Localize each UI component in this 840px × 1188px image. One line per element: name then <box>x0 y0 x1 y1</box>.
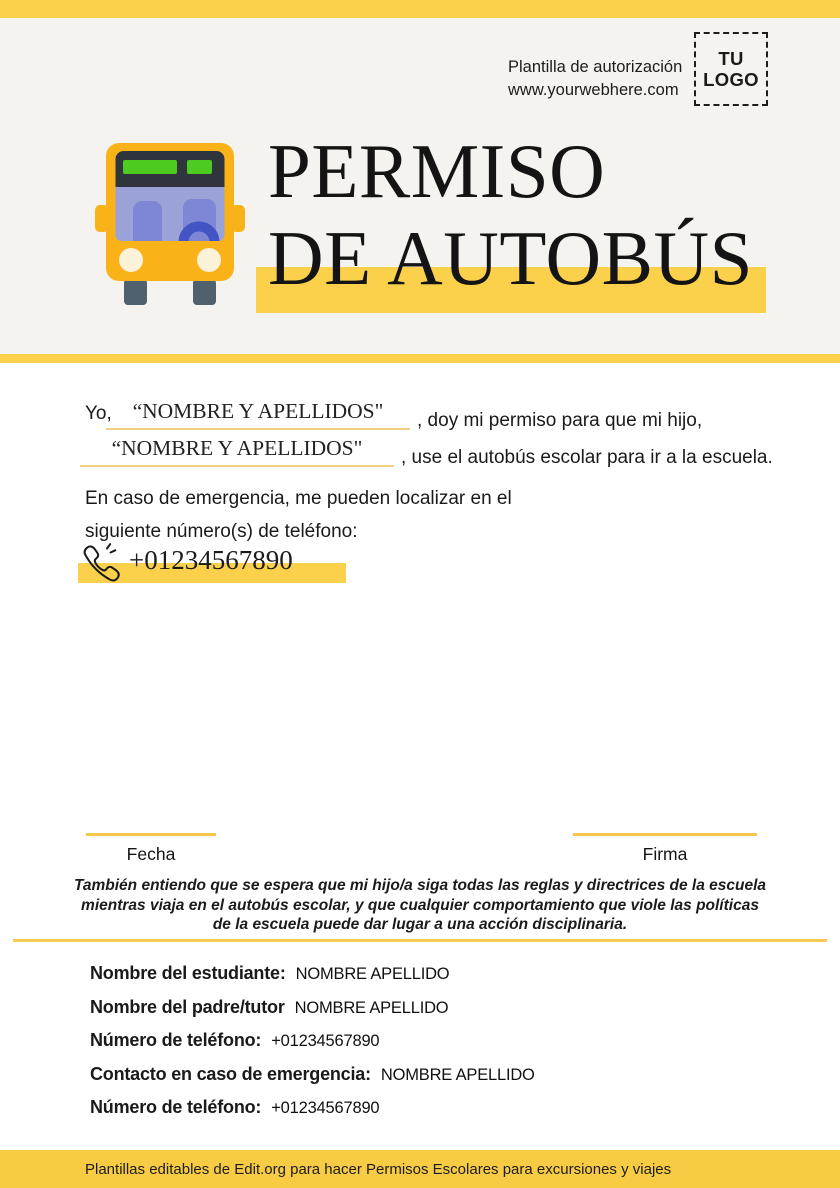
header-tagline <box>508 56 682 102</box>
field-row-student-name <box>90 963 535 997</box>
field-value[interactable]: NOMBRE APELLIDO <box>380 1065 535 1084</box>
consent-text-2: , use el autobús escolar para ir a la escuela. <box>401 447 773 468</box>
tagline-line1: Plantilla de autorización <box>508 58 683 76</box>
title-line1: PERMISO <box>268 128 606 214</box>
section-divider-bar <box>0 354 840 363</box>
field-value[interactable]: NOMBRE APELLIDO <box>294 998 449 1017</box>
logo-text-line2: LOGO <box>703 69 759 90</box>
page-title <box>268 128 753 302</box>
field-label: Número de teléfono: <box>90 1097 262 1117</box>
tagline-url: www.yourwebhere.com <box>508 81 679 99</box>
footer-text: Plantillas editables de Edit.org para hacer Permisos Escolares para excursiones y viajes <box>85 1160 672 1178</box>
emergency-text <box>85 482 512 548</box>
field-row-emergency-contact <box>90 1064 535 1098</box>
emergency-line2: siguiente número(s) de teléfono: <box>85 521 358 542</box>
contact-fields-list <box>90 963 535 1131</box>
logo-placeholder[interactable] <box>694 32 768 106</box>
title-line2: DE AUTOBÚS <box>268 215 753 301</box>
top-accent-bar <box>0 0 840 18</box>
date-signature-line <box>86 833 216 836</box>
consent-text-1: , doy mi permiso para que mi hijo, <box>417 410 703 431</box>
field-value[interactable]: NOMBRE APELLIDO <box>295 965 450 983</box>
field-row-emergency-phone <box>90 1097 535 1131</box>
field-label: Nombre del estudiante: <box>90 963 286 983</box>
field-label: Nombre del padre/tutor <box>90 996 285 1017</box>
logo-text-line1: TU <box>718 48 744 69</box>
date-label: Fecha <box>126 844 176 864</box>
field-label: Número de teléfono: <box>90 1030 262 1050</box>
phone-handset-icon <box>78 541 122 590</box>
child-name-placeholder[interactable]: “NOMBRE Y APELLIDOS" <box>80 436 394 467</box>
disclaimer-paragraph: También entiendo que se espera que mi hijo/a siga todas las reglas y directrices de la escuela mientras viaja en el autobús escolar, y que cualquier comportamiento que viole las políticas de la escuela puede dar lugar a una acción disciplinaria. <box>73 877 767 933</box>
fields-divider-line <box>13 939 827 942</box>
school-bus-icon <box>95 139 245 312</box>
parent-name-placeholder[interactable]: “NOMBRE Y APELLIDOS" <box>106 399 410 430</box>
emergency-line1: En caso de emergencia, me pueden localizar en el <box>85 488 512 509</box>
consent-prefix: Yo, <box>85 403 112 424</box>
field-value[interactable]: +01234567890 <box>271 1032 380 1050</box>
field-row-parent-name <box>90 997 535 1031</box>
signature-label: Firma <box>642 844 688 864</box>
footer-bar <box>0 1150 840 1188</box>
field-value[interactable]: +01234567890 <box>271 1099 380 1117</box>
field-label: Contacto en caso de emergencia: <box>90 1063 371 1084</box>
signature-line <box>573 833 757 836</box>
emergency-phone-number[interactable]: +01234567890 <box>129 545 293 575</box>
field-row-phone <box>90 1030 535 1064</box>
